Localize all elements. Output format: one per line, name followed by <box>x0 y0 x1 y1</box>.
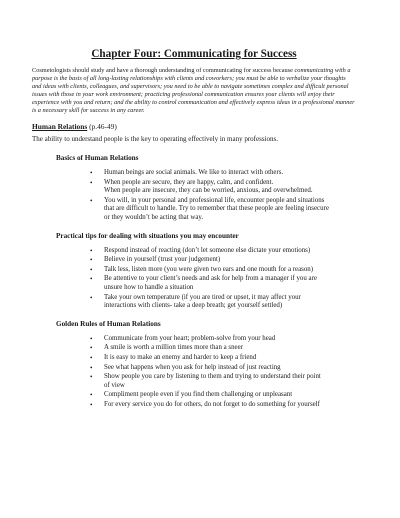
list-item <box>104 256 356 265</box>
basics-heading: Basics of Human Relations <box>56 154 139 162</box>
list-item-line: • See what happens when you ask for help instead of just reacting <box>104 363 281 371</box>
list-item-line: • You will, in your personal and professional life, encounter people and situations <box>104 196 325 204</box>
list-item-line: or they wouldn’t be acting that way. <box>104 213 204 221</box>
list-item <box>104 179 356 196</box>
list-item <box>104 169 356 178</box>
list-item-line: • Communicate from your heart; problem-solve from your head <box>104 334 276 342</box>
section-pages: (p.46-49) <box>87 122 117 131</box>
list-item-line: unsure how to handle a situation <box>104 283 194 291</box>
section-heading-human-relations <box>32 122 356 131</box>
list-item <box>104 344 356 353</box>
section-title: Human Relations <box>32 122 88 131</box>
list-item <box>104 197 356 223</box>
human-relations-paragraph: The ability to understand people is the key to operating effectively in many professions. <box>32 135 278 143</box>
intro-italic: communicating with a purpose is the basis of all long-lasting relationships with clients and coworkers; you must be able to verbalize your thoughts and ideas with clients, colleagues, and supervisors; you need to be able to navigate sometimes complex and difficult personal issues with those in your work environment; practicing professional communication ensures your clients will enjoy their experience with you and return; and the ability to control communication and effectively express ideas in a professional manner is a necessary skill for success in any career. <box>32 67 355 114</box>
list-item <box>104 391 356 400</box>
list-item <box>104 401 356 410</box>
golden-heading: Golden Rules of Human Relations <box>56 319 161 328</box>
list-item-line: • A smile is worth a million times more than a sneer <box>104 344 243 352</box>
list-item-line: • Take your own temperature (if you are tired or upset, it may affect your <box>104 293 301 301</box>
list-item <box>104 294 356 311</box>
list-item-line: • Respond instead of reacting (don’t let someone else dictate your emotions) <box>104 246 311 254</box>
list-item-line: that are difficult to handle. Try to remember that these people are feeling insecure <box>104 205 329 213</box>
practical-list <box>32 247 356 311</box>
list-item <box>104 335 356 344</box>
list-item <box>104 275 356 292</box>
golden-list <box>32 335 356 410</box>
list-item-line: • It is easy to make an enemy and harder to keep a friend <box>104 353 257 361</box>
list-item-line: • Be attentive to your client’s needs and ask for help from a manager if you are <box>104 275 317 283</box>
list-item <box>104 364 356 373</box>
list-item-line: When people are insecure, they can be worried, anxious, and overwhelmed. <box>104 187 313 195</box>
list-item <box>104 247 356 256</box>
intro-lead: Cosmetologists should study and have a thorough understanding of communicating for success because <box>32 67 293 74</box>
intro-paragraph <box>32 67 356 115</box>
basics-list <box>32 169 356 223</box>
list-item-line: interactions with clients- take a deep breath; get yourself settled) <box>104 302 283 310</box>
list-item-line: • Human beings are social animals. We like to interact with others. <box>104 169 284 176</box>
list-item <box>104 266 356 275</box>
list-item-line: • Show people you care by listening to them and trying to understand their point <box>104 373 321 381</box>
list-item-line: • Compliment people even if you find them challenging or unpleasant <box>104 391 293 399</box>
list-item-line: • Talk less, listen more (you were given two ears and one mouth for a reason) <box>104 265 314 273</box>
chapter-title: Chapter Four: Communicating for Success <box>91 48 297 60</box>
list-item-line: • When people are secure, they are happy, calm, and confident. <box>104 178 274 186</box>
list-item <box>104 373 356 390</box>
practical-heading: Practical tips for dealing with situations you may encounter <box>56 231 239 240</box>
list-item-line: • Believe in yourself (trust your judgement) <box>104 256 221 264</box>
list-item <box>104 354 356 363</box>
list-item-line: • For every service you do for others, do not forget to do something for yourself <box>104 400 320 408</box>
list-item-line: of view <box>104 381 125 389</box>
